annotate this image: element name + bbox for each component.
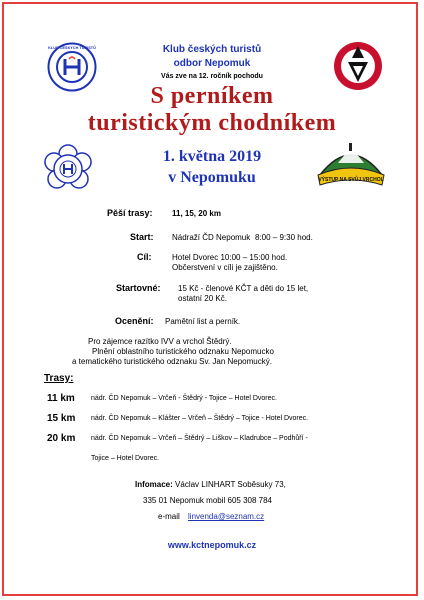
event-title-line1: S perníkem — [150, 83, 274, 109]
finish-time: Hotel Dvorec 10:00 – 15:00 hod. — [172, 253, 288, 262]
email-link[interactable]: linvenda@seznam.cz — [188, 512, 265, 521]
extra-badge-nepomucko: Plnění oblastního turistického odznaku Nepomucko — [92, 347, 274, 356]
event-date: 1. května 2019 — [162, 148, 262, 165]
route-path: nádr. ČD Nepomuk – Vrčeň – Štědrý – Liškov – Kladrubce – Podhůří - — [91, 435, 308, 442]
route-km: 11 km — [47, 393, 75, 404]
start-place: Nádraží ČD Nepomuk — [172, 233, 251, 242]
fee-label: Startovné: — [116, 283, 161, 293]
routes-value: 11, 15, 20 km — [172, 209, 221, 218]
event-location: v Nepomuku — [168, 169, 256, 186]
start-time: 8:00 – 9:30 hod. — [255, 233, 313, 242]
route-km: 15 km — [47, 413, 76, 424]
contact-line1 — [135, 480, 286, 489]
route-path: nádr. ČD Nepomuk – Vrčeň - Štědrý - Tojice – Hotel Dvorec. — [91, 395, 277, 402]
extra-ivv: Pro zájemce razítko IVV a vrchol Štědrý. — [88, 337, 232, 346]
route-path: nádr. ČD Nepomuk – Klášter – Vrčeň – Štědrý – Tojice - Hotel Dvorec. — [91, 415, 309, 422]
finish-refreshment: Občerstvení v cíli je zajištěno. — [172, 263, 278, 272]
event-title-line2: turistickým chodníkem — [87, 110, 337, 136]
contact-email-row — [158, 512, 264, 521]
award-value: Pamětní list a perník. — [165, 317, 241, 326]
svg-text:VÝSTUP NA SVŮJ VRCHOL: VÝSTUP NA SVŮJ VRCHOL — [318, 177, 384, 183]
route-km: 20 km — [47, 433, 76, 444]
contact-phone: 335 01 Nepomuk mobil 605 308 784 — [143, 496, 272, 505]
svg-text:KLUB ČESKÝCH TURISTŮ: KLUB ČESKÝCH TURISTŮ — [48, 45, 96, 50]
invitation-text: Vás zve na 12. ročník pochodu — [161, 73, 263, 80]
extra-badge-nepomucky: a tematického turistického odznaku Sv. Jan Nepomucký. — [72, 357, 272, 366]
club-branch: odbor Nepomuk — [173, 58, 251, 69]
contact-label: Infomace: — [135, 480, 173, 489]
routes-label: Pěší trasy: — [107, 208, 153, 218]
fee-line1: 15 Kč - členové KČT a děti do 15 let, — [178, 284, 309, 293]
club-name: Klub českých turistů — [162, 44, 262, 55]
contact-address: Václav LINHART Soběsuky 73, — [175, 480, 286, 489]
routes-header: Trasy: — [44, 373, 74, 384]
award-label: Ocenění: — [115, 316, 154, 326]
email-label: e-mail — [158, 512, 180, 521]
fee-line2: ostatní 20 Kč. — [178, 294, 227, 303]
start-label: Start: — [130, 232, 154, 242]
route-path-continuation: Tojice – Hotel Dvorec. — [91, 455, 160, 462]
finish-label: Cíl: — [137, 252, 152, 262]
website-link[interactable]: www.kctnepomuk.cz — [167, 540, 257, 550]
